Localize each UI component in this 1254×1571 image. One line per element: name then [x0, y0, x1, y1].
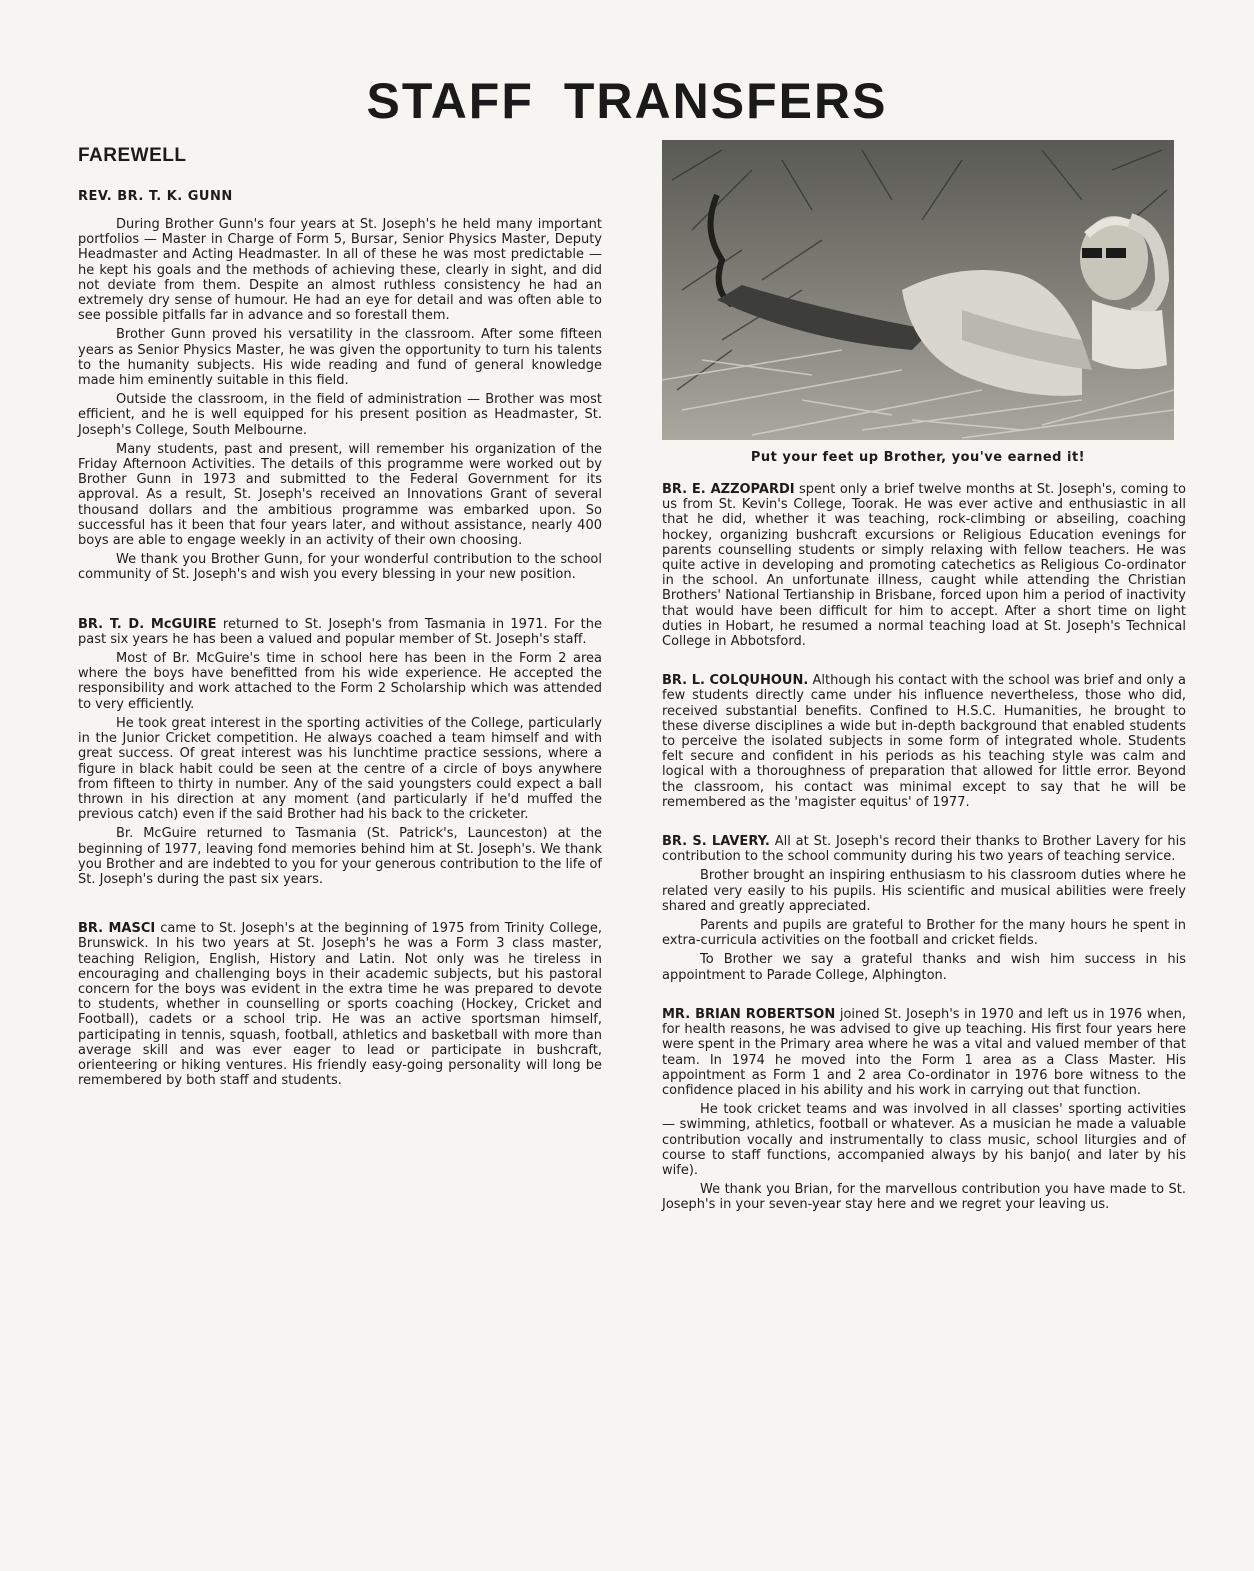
colquhoun-lead-text: Although his contact with the school was brief and only a few students directly came under his influence nevertheless, those who did, received substantial benefits. Confined to H.S.C. Humanities, he brought to these diverse disciplines a wide but in-depth background that enabled students to perceive the isolated subjects in some form of integrated whole. Students felt secure and confident in his periods as his teaching style was calm and logical with a thoroughness of preparation that allowed for little error. Beyond the classroom, his contact was minimal except to say that he will be remembered as the 'magister equitus' of 1977. — [662, 673, 1186, 810]
left-column — [78, 145, 602, 1122]
azzopardi-name: BR. E. AZZOPARDI — [662, 482, 795, 497]
lavery-paragraph: To Brother we say a grateful thanks and wish him success in his appointment to Parade College, Alphington. — [662, 952, 1186, 983]
right-column — [662, 140, 1186, 1237]
lavery-lead-paragraph — [662, 834, 1186, 864]
masci-name: BR. MASCI — [78, 921, 156, 937]
azzopardi-article — [662, 482, 1186, 649]
mcguire-paragraph: Br. McGuire returned to Tasmania (St. Patrick's, Launceston) at the beginning of 1977, leaving fond memories behind him at St. Joseph's. We thank you Brother and are indebted to you for your generous contribution to the life of St. Joseph's during the past six years. — [78, 826, 602, 887]
mcguire-lead-text: returned to St. Joseph's from Tasmania in 1971. For the past six years he has been a valued and popular member of St. Joseph's staff. — [78, 616, 602, 647]
masci-lead-paragraph — [78, 921, 602, 1088]
lavery-paragraph: Parents and pupils are grateful to Brother for the many hours he spent in extra-curricula activities on the football and cricket fields. — [662, 918, 1186, 949]
gunn-article — [78, 189, 602, 583]
azzopardi-paragraph — [662, 482, 1186, 649]
farewell-heading: FAREWELL — [78, 145, 187, 166]
colquhoun-name: BR. L. COLQUHOUN. — [662, 673, 809, 689]
title-word-staff: STAFF — [366, 73, 534, 129]
gunn-paragraph: During Brother Gunn's four years at St. Joseph's he held many important portfolios — Master in Charge of Form 5, Bursar, Senior Physics Master, Deputy Headmaster and Acting Headmaster. In all of these he was most predictable — he kept his goals and the methods of achieving these, clearly in sight, and did not deviate from them. Despite an almost ruthless consistency he had an extremely dry sense of humour. He had an eye for detail and was often able to see possible pitfalls far in advance and so forestall them. — [78, 217, 602, 324]
mcguire-name: BR. T. D. McGUIRE — [78, 616, 217, 632]
mcguire-lead-paragraph — [78, 617, 602, 647]
robertson-paragraph: We thank you Brian, for the marvellous contribution you have made to St. Joseph's in your seven-year stay here and we regret your leaving us. — [662, 1182, 1186, 1213]
lavery-paragraph: Brother brought an inspiring enthusiasm to his classroom duties where he related very easily to his pupils. His scientific and musical abilities were freely shared and greatly appreciated. — [662, 868, 1186, 914]
title-word-transfers: TRANSFERS — [563, 73, 888, 129]
photo-caption: Put your feet up Brother, you've earned it! — [750, 450, 1086, 465]
colquhoun-article — [662, 673, 1186, 810]
masci-lead-text: came to St. Joseph's at the beginning of 1975 from Trinity College, Brunswick. In his two years at St. Joseph's he was a Form 3 class master, teaching Religion, English, History and Latin. Not only was he tireless in encouraging and challenging boys in their academic subjects, but his pastoral concern for the boys was evident in the extra time he was prepared to devote to students, whether in counselling or sports coaching (Hockey, Cricket and Football), cadets or a school trip. He was an active sportsman himself, participating in tennis, squash, football, athletics and basketball with more than average skill and was ever eager to lead or participate in bushcraft, orienteering or hiking ventures. His friendly easy-going personality will long be remembered by both staff and students. — [78, 921, 602, 1089]
robertson-paragraph: He took cricket teams and was involved in all classes' sporting activities — swimming, athletics, football or whatever. As a musician he made a valuable contribution vocally and instrumentally to class music, school liturgies and of course to staff functions, accompanied always by his banjo( and later by his wife). — [662, 1102, 1186, 1178]
robertson-name: MR. BRIAN ROBERTSON — [662, 1006, 836, 1022]
masci-article — [78, 921, 602, 1088]
gunn-subheading: REV. BR. T. K. GUNN — [78, 189, 233, 204]
robertson-article — [662, 1007, 1186, 1213]
colquhoun-paragraph — [662, 673, 1186, 810]
lavery-lead-text: All at St. Joseph's record their thanks to Brother Lavery for his contribution to the school community during his two years of teaching service. — [662, 834, 1187, 865]
mcguire-paragraph: Most of Br. McGuire's time in school here has been in the Form 2 area where the boys have benefitted from his wide experience. He accepted the responsibility and work attached to the Form 2 Scholarship which was attended to very efficiently. — [78, 651, 602, 712]
gunn-paragraph: Many students, past and present, will remember his organization of the Friday Afternoon Activities. The details of this programme were worked out by Brother Gunn in 1973 and submitted to the Federal Government for its approval. As a result, St. Joseph's received an Innovations Grant of several thousand dollars and the ambitious programme was embarked upon. So successful has it been that four years later, and without assistance, nearly 400 boys are able to engage weekly in an activity of their own choosing. — [78, 441, 602, 549]
azzopardi-lead-text: spent only a brief twelve months at St. Joseph's, coming to us from St. Kevin's College, Toorak. He was ever active and enthusiastic in all that he did, whether it was teaching, rock-climbing or abseiling, coaching hockey, organizing bushcraft excursions or Religious Education evenings for parents counselling students or simply relaxing with fellow teachers. He was quite active in developing and promoting catechetics as Religious Co-ordinator in the school. An unfortunate illness, caught while attending the Christian Brothers' National Tertianship in Brisbane, forced upon him a period of inactivity that would have been difficult for him to accept. After a short time on light duties in Hobart, he resumed a normal teaching load at St. Joseph's Technical College in Abbotsford. — [662, 482, 1187, 650]
robertson-lead-text: joined St. Joseph's in 1970 and left us in 1976 when, for health reasons, he was advised to give up teaching. His first four years here were spent in the Primary area where he was a vital and valued member of that team. In 1974 he moved into the Form 1 area as a Class Master. His appointment as Form 1 and 2 area Co-ordinator in 1976 bore witness to the confidence placed in his ability and his work in carrying out that function. — [662, 1006, 1186, 1098]
gunn-paragraph: Outside the classroom, in the field of administration — Brother was most efficient, and he is well equipped for his present position as Headmaster, St. Joseph's College, South Melbourne. — [78, 392, 602, 438]
robertson-lead-paragraph — [662, 1007, 1186, 1098]
lavery-article — [662, 834, 1186, 983]
gunn-paragraph: We thank you Brother Gunn, for your wonderful contribution to the school community of St. Joseph's and wish you every blessing in your new position. — [78, 552, 602, 583]
mcguire-paragraph: He took great interest in the sporting activities of the College, particularly in the Junior Cricket competition. He always coached a team himself and with great success. Of great interest was his lunchtime practice sessions, where a figure in black habit could be seen at the centre of a circle of boys anywhere from fifteen to thirty in number. Any of the said youngsters could expect a ball thrown in his direction at any moment (and particularly if he'd muffed the previous catch) even if the said Brother had his back to the cricketer. — [78, 715, 602, 823]
brother-resting-photo — [662, 140, 1174, 440]
page-title — [0, 72, 1254, 130]
mcguire-article — [78, 617, 602, 887]
gunn-paragraph: Brother Gunn proved his versatility in the classroom. After some fifteen years as Senior Physics Master, he was given the opportunity to turn his talents to the humanity subjects. His wide reading and fund of general knowledge made him eminently suitable in this field. — [78, 327, 602, 389]
lavery-name: BR. S. LAVERY. — [662, 834, 770, 850]
